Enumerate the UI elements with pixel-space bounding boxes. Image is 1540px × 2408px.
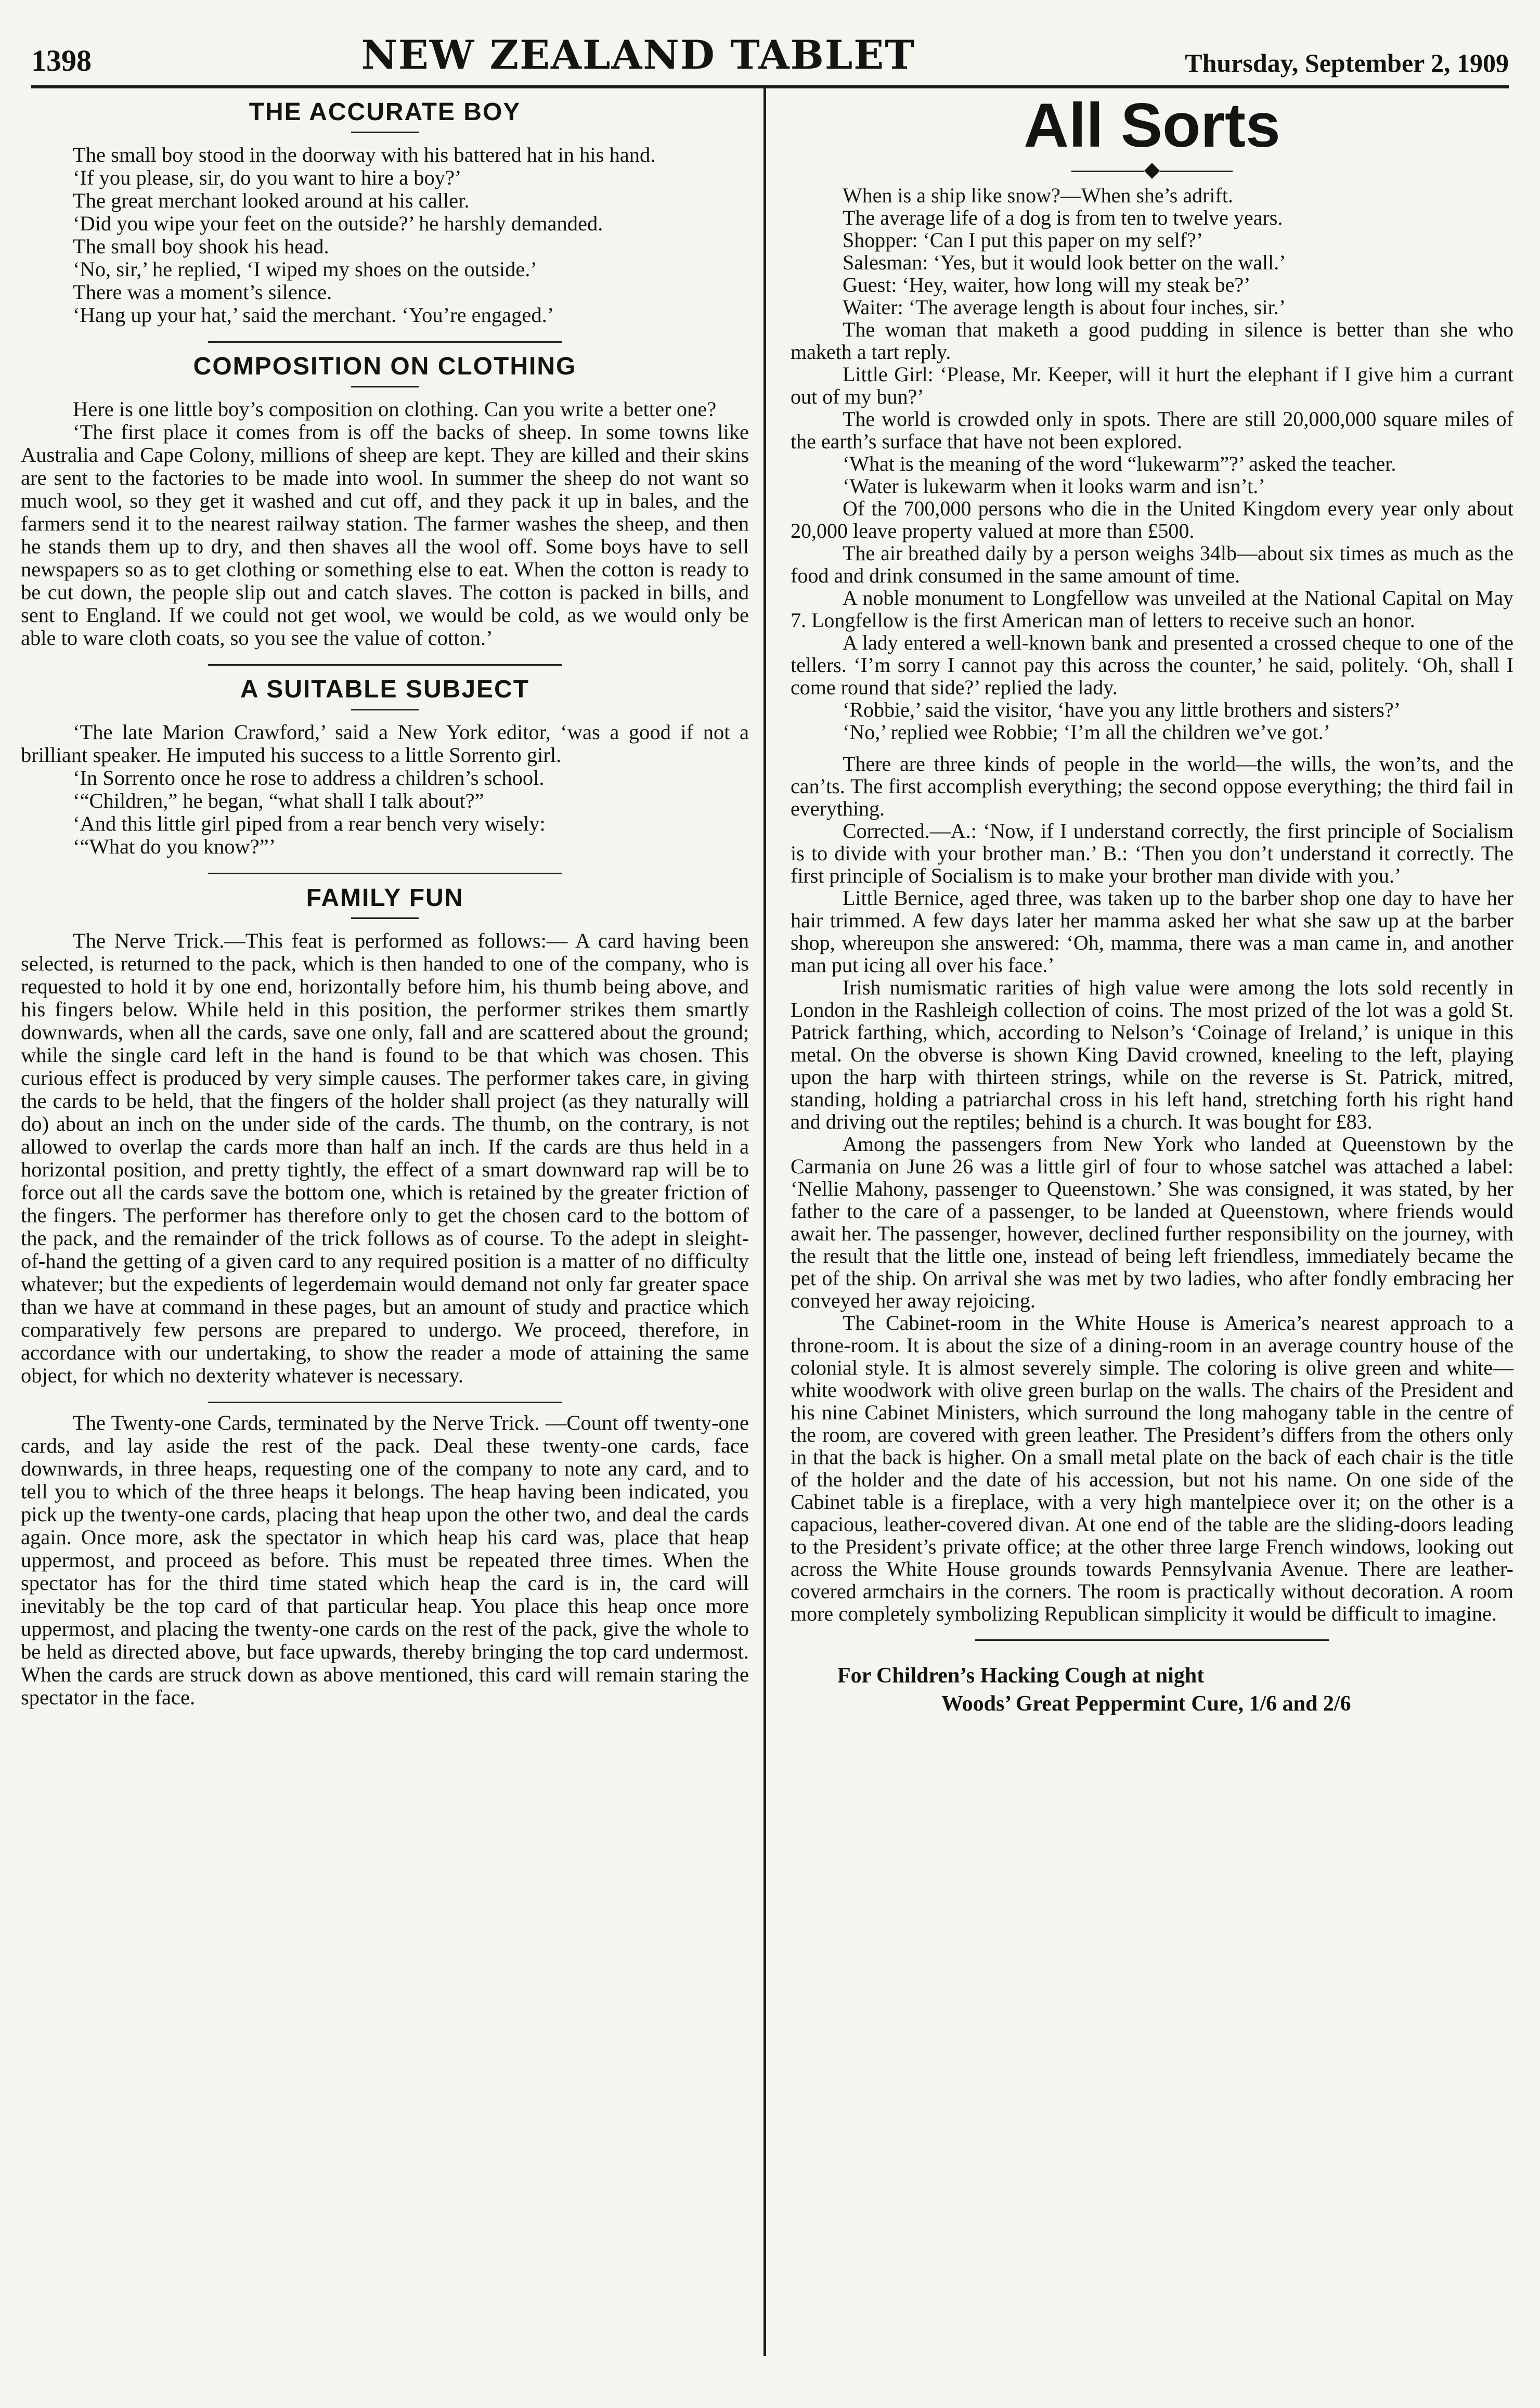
paragraph: Of the 700,000 persons who die in the United Kingdom every year only about 20,000 leave property valued at more than £500. [791,497,1513,542]
paragraph: ‘The first place it comes from is off the backs of sheep. In some towns like Australia and Cape Colony, millions of sheep are kept. They are killed and their skins are sent to the factories to be made into wool. In summer the sheep do not want so much wool, so they get it washed and cut off, and they pack it up in bales, and the farmers send it to the nearest railway station. The farmer washes the sheep, and then he stands them up to dry, and then shaves all the wool off. Some boys have to sell newspapers so as to get clothing or something else to eat. When the cotton is ready to be cut down, the people slip out and catch slaves. The cotton is packed in bills, and sent to England. If we could not get wool, we would be cold, as we would only be able to ware cloth coats, so you see the value of cotton.’ [21,420,749,650]
paragraph: ‘In Sorrento once he rose to address a children’s school. [73,766,545,789]
paragraph: Among the passengers from New York who landed at Queenstown by the Carmania on June 26 was a little girl of four to whose satchel was attached a label: ‘Nellie Mahony, passenger to Queenstown.’ She was consigned, it was stated, by her father to the care of a passenger, to be landed at Queenstown, where friends would await her. The passenger, however, declined further responsibility on the journey, with the result that the little one, instead of being left friendless, immediately became the pet of the ship. On arrival she was met by two ladies, who after fondly embracing her conveyed her away rejoicing. [791,1132,1513,1312]
title-rule [351,132,419,133]
paragraph: The Twenty-one Cards, terminated by the Nerve Trick. —Count off twenty-one cards, and lay aside the rest of the pack. Deal these twenty-one cards, face downwards, in three heaps, requesting one of the company to note any card, and to tell you to which of the three heaps it belongs. The heap having been indicated, you pick up the twenty-one cards, placing that heap upon the other two, and deal the cards again. Once more, ask the spectator in which heap his card was, place that heap uppermost, and proceed as before. This must be repeated three times. When the spectator has for the third time stated which heap the card is in, the card will inevitably be the top card of that particular heap. You place this heap once more uppermost, and placing the twenty-one cards on the rest of the pack, give the whole to be held as directed above, but face upwards, thereby bringing the top card undermost. When the cards are struck down as above mentioned, this card will remain staring the spectator in the face. [21,1411,749,1709]
paragraph: Irish numismatic rarities of high value were among the lots sold recently in London in the Rashleigh collection of coins. The most prized of the lot was a gold St. Patrick farthing, which, according to Nelson’s ‘Coinage of Ireland,’ is unique in this metal. On the obverse is shown King David crowned, kneeling to the left, playing upon the harp with thirteen strings, while on the reverse is St. Patrick, mitred, standing, holding a patriarchal cross in his left hand, stretching forth his right hand and driving out the reptiles; behind is a church. It was bought for £83. [791,976,1513,1133]
section-rule [208,1402,562,1403]
article-composition [21,352,749,650]
issue-date: Thursday, September 2, 1909 [1185,48,1509,77]
article-title: A SUITABLE SUBJECT [240,676,530,703]
article-title: COMPOSITION ON CLOTHING [193,353,577,380]
title-rule [351,917,419,919]
paragraph: Shopper: ‘Can I put this paper on my self?’ [843,228,1203,252]
masthead [31,21,1509,88]
paragraph: The small boy stood in the doorway with his battered hat in his hand. [73,143,656,166]
column-divider [763,88,766,2356]
paragraph: The average life of a dog is from ten to twelve years. [843,206,1283,229]
paragraph: ‘No, sir,’ he replied, ‘I wiped my shoes on the outside.’ [73,257,537,281]
paragraph: Guest: ‘Hey, waiter, how long will my steak be?’ [843,273,1251,296]
paragraph: The Nerve Trick.—This feat is performed as follows:— A card having been selected, is returned to the pack, which is then handed to one of the company, who is requested to hold it by one end, horizontally before him, his thumb being above, and his fingers below. While held in this position, the performer strikes them smartly downwards, when all the cards, save one only, fall and are scattered about the ground; while the single card left in the hand is found to be that which was chosen. This curious effect is produced by very simple causes. The performer takes care, in giving the cards to be held, that the fingers of the holder shall project (as they naturally will do) about an inch on the under side of the cards. The thumb, on the contrary, is not allowed to overlap the cards more than half an inch. If the cards are thus held in a horizontal position, and pretty tightly, the effect of a smart downward rap will be to force out all the cards save the bottom one, which is retained by the greater friction of the fingers. The performer has therefore only to get the chosen card to the bottom of the pack, and the remainder of the trick follows as of course. To the adept in sleight-of-hand the getting of a given card to any required position is a matter of no difficulty whatever; but the expedients of legerdemain would demand not only far greater space than we have at command in these pages, but an amount of study and practice which comparatively few persons are prepared to undergo. We proceed, therefore, in accordance with our undertaking, to show the reader a mode of attaining the same object, for which no dexterity whatever is necessary. [21,929,749,1387]
all-sorts-items [791,184,1513,1625]
column-title: All Sorts [1024,90,1280,160]
paragraph: The great merchant looked around at his caller. [73,189,470,212]
paragraph: There was a moment’s silence. [73,280,332,304]
paragraph: ‘Did you wipe your feet on the outside?’ he harshly demanded. [73,212,603,235]
article-suitable-subject [21,675,749,858]
paragraph: ‘The late Marion Crawford,’ said a New York editor, ‘was a good if not a brilliant speaker. He imputed his success to a little Sorrento girl. [21,720,749,767]
paragraph: ‘What is the meaning of the word “lukewarm”?’ asked the teacher. [843,452,1396,475]
right-column [791,88,1513,2377]
paragraph: A lady entered a well-known bank and presented a crossed cheque to one of the tellers. ‘I’m sorry I cannot pay this across the counter,’ he said, politely. ‘Oh, shall I come round that side?’ replied the lady. [791,631,1513,699]
paragraph: Little Girl: ‘Please, Mr. Keeper, will it hurt the elephant if I give him a currant out of my bun?’ [791,363,1513,408]
paragraph: The world is crowded only in spots. There are still 20,000,000 square miles of the earth’s surface that have not been explored. [791,407,1513,453]
advertisement [791,1662,1513,1718]
section-rule [975,1639,1329,1641]
paragraph: ‘“What do you know?”’ [73,835,276,858]
title-ornament: ◆ [791,159,1513,180]
paragraph: The woman that maketh a good pudding in silence is better than she who maketh a tart reply. [791,318,1513,364]
ad-line: For Children’s Hacking Cough at night [837,1664,1205,1688]
paragraph: The air breathed daily by a person weighs 34lb—about six times as much as the food and drink consumed in the same amount of time. [791,541,1513,587]
paragraph: ‘“Children,” he began, “what shall I talk about?” [73,789,484,812]
article-family-fun [21,884,749,1709]
paragraph: There are three kinds of people in the world—the wills, the won’ts, and the can’ts. The first accomplish everything; the second oppose everything; the third fail in everything. [791,752,1513,820]
article-title: THE ACCURATE BOY [249,98,521,126]
paragraph: ‘If you please, sir, do you want to hire a boy?’ [73,166,462,189]
paragraph: ‘And this little girl piped from a rear bench very wisely: [73,812,546,835]
paragraph: The Cabinet-room in the White House is America’s nearest approach to a throne-room. It is about the size of a dining-room in an average country house of the colonial style. It is almost severely simple. The coloring is olive green and white—white woodwork with olive green burlap on the walls. The chairs of the President and his nine Cabinet Ministers, which surround the long mahogany table in the centre of the room, are covered with green leather. The President’s differs from the others only in that the back is higher. On a small metal plate on the back of each chair is the title of the holder and the date of his accession, but not his name. On one side of the Cabinet table is a fireplace, with a very high mantelpiece over it; on the other is a capacious, leather-covered divan. At one end of the table are the sliding-doors leading to the President’s private office; at the other three large French windows, looking out across the White House grounds towards Pennsylvania Avenue. There are leather-covered armchairs in the corners. The room is practically without decoration. A room more completely symbolizing Republican simplicity it would be difficult to imagine. [791,1311,1513,1625]
paragraph: The small boy shook his head. [73,235,329,258]
paragraph: Salesman: ‘Yes, but it would look better on the wall.’ [843,251,1286,274]
paragraph: Little Bernice, aged three, was taken up to the barber shop one day to have her hair trimmed. A few days later her mamma asked her what she saw up at the barber shop, whereupon she answered: ‘Oh, mamma, there was a man came in, and another man put icing all over his face.’ [791,886,1513,977]
title-rule [351,709,419,710]
ad-line: Woods’ Great Peppermint Cure, 1/6 and 2/6 [941,1692,1351,1716]
paragraph: A noble monument to Longfellow was unveiled at the National Capital on May 7. Longfellow is the first American man of letters to receive such an honor. [791,586,1513,632]
paragraph: ‘Hang up your hat,’ said the merchant. ‘You’re engaged.’ [73,303,554,327]
section-rule [208,664,562,666]
paragraph: Corrected.—A.: ‘Now, if I understand correctly, the first principle of Socialism is to divide with your brother man.’ B.: ‘Then you don’t understand it correctly. The first principle of Socialism is to make your brother man divide with you.’ [791,819,1513,887]
title-rule [351,386,419,387]
section-rule [208,341,562,343]
left-column [21,88,749,2377]
paragraph: When is a ship like snow?—When she’s adrift. [843,184,1233,207]
paper-name: NEW ZEALAND TABLET [361,32,915,78]
article-accurate-boy [21,98,749,327]
section-rule [208,873,562,874]
paragraph: ‘Robbie,’ said the visitor, ‘have you any little brothers and sisters?’ [843,698,1401,721]
paragraph: Here is one little boy’s composition on clothing. Can you write a better one? [73,397,717,421]
paragraph: Waiter: ‘The average length is about four inches, sir.’ [843,295,1286,319]
article-title: FAMILY FUN [306,884,464,912]
paragraph: ‘No,’ replied wee Robbie; ‘I’m all the children we’ve got.’ [843,720,1330,744]
paragraph: ‘Water is lukewarm when it looks warm and isn’t.’ [843,474,1265,498]
page-number: 1398 [31,44,92,77]
